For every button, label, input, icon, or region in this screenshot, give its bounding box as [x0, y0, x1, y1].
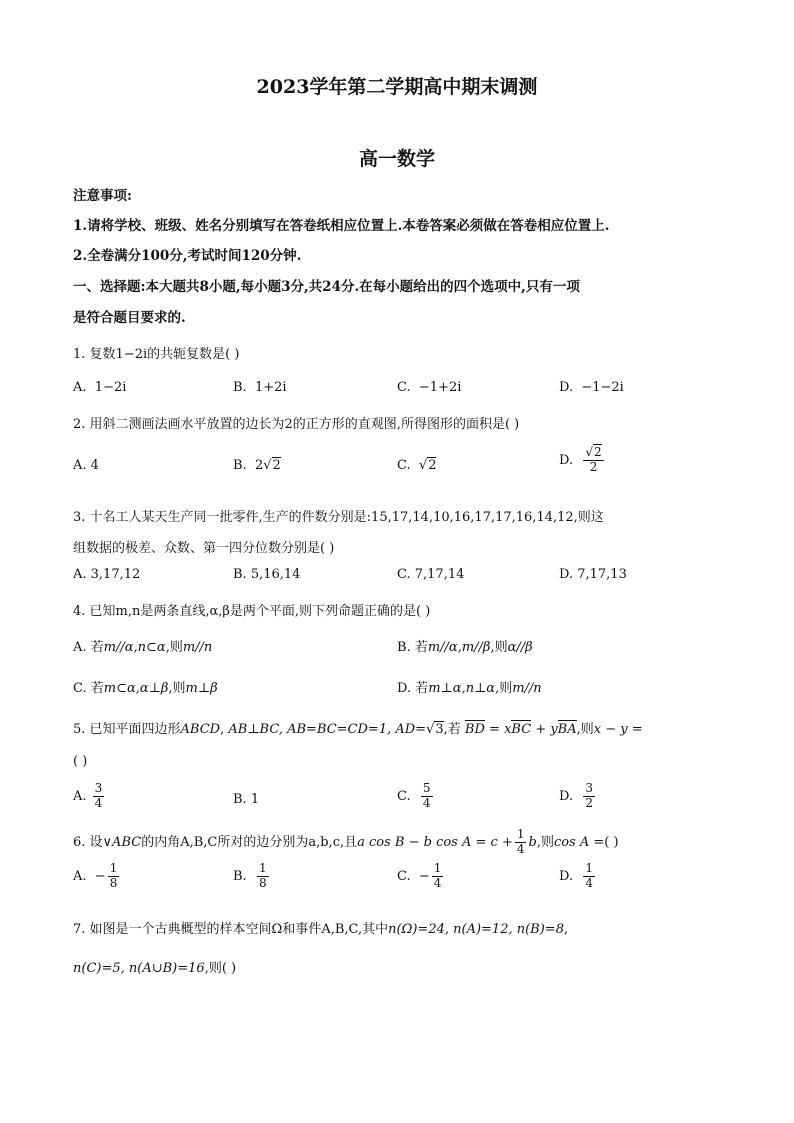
q2-option-c-label: C. — [397, 458, 411, 473]
q6-option-b[interactable] — [233, 862, 271, 891]
q6-option-a[interactable] — [73, 862, 121, 891]
question-7-stem: 7. 如图是一个古典概型的样本空间Ω和事件A,B,C,其中 — [73, 922, 389, 937]
question-6-equation: a cos B − b cos A = c + — [357, 834, 513, 850]
q5-option-c-numerator: 5 — [422, 781, 431, 795]
q2-option-c[interactable]: C. √2 — [397, 458, 437, 473]
q5-option-a-fraction — [93, 782, 105, 811]
question-4: 4. 已知m,n是两条直线,α,β是两个平面,则下列命题正确的是( ) — [73, 604, 431, 619]
question-7 — [73, 918, 568, 937]
q2-option-b[interactable]: B. 2√2 — [233, 458, 281, 473]
q1-option-d-label: D. — [559, 380, 574, 395]
q6-option-a-fraction — [108, 862, 120, 891]
q4-option-b[interactable] — [397, 636, 533, 655]
q5-option-d-numerator: 3 — [585, 781, 593, 795]
q6-option-c-numerator: 1 — [433, 861, 442, 875]
q3-option-a[interactable]: A. 3,17,12 — [73, 567, 141, 582]
q6-option-c-label: C. — [397, 868, 411, 884]
q6-option-c[interactable] — [397, 862, 445, 891]
q1-option-b-value: 1+2i — [254, 380, 287, 395]
q5-option-b[interactable]: B. 1 — [233, 792, 260, 807]
q2-option-d-label: D. — [559, 452, 574, 468]
notes-heading: 注意事项: — [73, 188, 132, 204]
q4-option-d-then: ,则 — [495, 681, 513, 696]
notes-item-2: 2.全卷满分100分,考试时间120分钟. — [73, 248, 302, 264]
q6-option-d-label: D. — [559, 868, 574, 884]
q4-option-b-conclusion: α//β — [507, 640, 533, 655]
question-1-suffix: 的共轭复数是( ) — [147, 347, 240, 362]
question-6-fraction-numerator: 1 — [516, 827, 525, 841]
question-5-radicand: 3 — [435, 722, 444, 737]
question-5-prefix: 5. 已知平面四边形 — [73, 722, 181, 737]
question-5-condition: AB⊥BC, AB=BC=CD=1, AD= — [228, 722, 427, 737]
q1-option-b[interactable] — [233, 380, 287, 395]
q2-option-a-value: 4 — [90, 458, 99, 473]
q2-option-a[interactable] — [73, 458, 99, 473]
question-6-triangle: ∨ABC — [102, 834, 142, 850]
q4-option-a-expr: m//α,n⊂α — [103, 640, 166, 655]
q6-option-b-denominator: 8 — [258, 875, 267, 890]
question-6-fraction-denominator: 4 — [516, 841, 525, 856]
q2-option-b-coef: 2 — [254, 458, 264, 473]
q5-option-a-label: A. — [73, 788, 87, 804]
q4-option-d-conclusion: m//n — [512, 681, 542, 696]
question-5: 5. 已知平面四边形ABCD, AB⊥BC, AB=BC=CD=1, AD=√3,若 BD = xBC + yBA,则x − y = — [73, 722, 643, 737]
question-6-eq-b: b — [528, 834, 537, 850]
section-1-heading: 一、选择题:本大题共8小题,每小题3分,共24分.在每小题给出的四个选项中,只有一项 — [73, 279, 580, 295]
q4-option-c[interactable] — [73, 677, 218, 696]
vector-bc: BC — [511, 722, 532, 737]
q4-option-b-label: B. 若 — [397, 640, 428, 655]
question-5-paren: ( ) — [73, 754, 88, 769]
question-6-prefix: 6. 设 — [73, 834, 103, 850]
q4-option-c-conclusion: m⊥β — [185, 681, 218, 696]
q4-option-c-label: C. 若 — [73, 681, 104, 696]
q6-option-a-numerator: 1 — [109, 861, 118, 875]
q3-option-c[interactable]: C. 7,17,14 — [397, 567, 465, 582]
q6-option-a-denominator: 8 — [109, 875, 118, 890]
question-3: 3. 十名工人某天生产同一批零件,生产的件数分别是:15,17,14,10,16,17,17,16,14,12,则这 — [73, 510, 604, 525]
q5-option-a[interactable] — [73, 782, 106, 811]
q5-option-d[interactable] — [559, 782, 597, 811]
question-7-expr-1: n(Ω)=24, n(A)=12, n(B)=8 — [388, 922, 564, 937]
q6-option-d-numerator: 1 — [585, 861, 593, 875]
q1-option-d[interactable] — [559, 380, 624, 395]
q6-option-c-fraction — [432, 862, 444, 891]
q1-option-b-label: B. — [233, 380, 247, 395]
q4-option-c-then: ,则 — [168, 681, 186, 696]
vector-bd: BD — [464, 722, 485, 737]
question-6-paren: ( ) — [604, 834, 619, 850]
question-6-fraction — [515, 828, 527, 857]
q4-option-d[interactable] — [397, 677, 542, 696]
question-5-plus-y: + y — [535, 722, 558, 737]
subject-title: 高一数学 — [358, 148, 435, 170]
question-6-then: ,则 — [536, 834, 554, 850]
q2-option-b-radicand: 2 — [272, 458, 281, 473]
q2-option-c-radicand: 2 — [428, 458, 437, 473]
q5-option-c-fraction — [421, 782, 433, 811]
question-6-mid: 的内角A,B,C所对的边分别为a,b,c,且 — [141, 834, 358, 850]
q1-option-a[interactable] — [73, 380, 126, 395]
q5-option-c-label: C. — [397, 788, 411, 804]
q6-option-b-fraction — [257, 862, 269, 891]
q2-option-b-label: B. — [233, 458, 247, 473]
question-1 — [73, 343, 239, 362]
q4-option-a-label: A. 若 — [73, 640, 104, 655]
q1-option-c-value: −1+2i — [418, 380, 462, 395]
q1-option-a-label: A. — [73, 380, 87, 395]
q1-option-a-value: 1−2i — [94, 380, 127, 395]
q6-option-d-fraction — [583, 862, 595, 891]
question-6 — [73, 828, 619, 857]
question-5-eq-x: = x — [489, 722, 512, 737]
q6-option-b-label: B. — [233, 868, 247, 884]
q1-option-c-label: C. — [397, 380, 411, 395]
q5-option-a-numerator: 3 — [94, 781, 103, 795]
q4-option-d-label: D. 若 — [397, 681, 429, 696]
q6-option-c-sign: − — [418, 868, 430, 884]
question-7-expr-2: n(C)=5, n(A∪B)=16 — [73, 961, 205, 976]
q6-option-c-denominator: 4 — [433, 875, 442, 890]
q4-option-b-expr: m//α,m//β — [427, 640, 491, 655]
question-1-prefix: 1. 复数 — [73, 347, 116, 362]
question-5-if: ,若 — [443, 722, 461, 737]
q4-option-b-then: ,则 — [490, 640, 508, 655]
question-5-quad: ABCD — [180, 722, 221, 737]
q5-option-d-denominator: 2 — [585, 795, 593, 810]
question-7-stem-2: ,则( ) — [204, 961, 237, 976]
q3-option-d[interactable]: D. 7,17,13 — [559, 567, 627, 582]
q4-option-a-then: ,则 — [165, 640, 183, 655]
q2-option-d[interactable] — [559, 446, 606, 475]
q3-option-b[interactable]: B. 5,16,14 — [233, 567, 301, 582]
q6-option-b-numerator: 1 — [258, 861, 267, 875]
q4-option-d-expr: m⊥α,n⊥α — [428, 681, 496, 696]
q6-option-a-sign: − — [94, 868, 106, 884]
q6-option-a-label: A. — [73, 868, 87, 884]
q2-option-d-radicand: 2 — [594, 445, 602, 459]
q6-option-d-denominator: 4 — [585, 875, 593, 890]
question-7-cont — [73, 957, 236, 976]
q2-option-d-fraction: $\frac{√2}{2}$ — [585, 445, 602, 474]
q5-option-d-label: D. — [559, 788, 574, 804]
q4-option-a-conclusion: m//n — [182, 640, 213, 655]
q6-option-d[interactable] — [559, 862, 597, 891]
q5-option-d-fraction — [583, 782, 595, 811]
q4-option-a[interactable] — [73, 636, 212, 655]
question-6-ask: cos A = — [553, 834, 605, 850]
q1-option-c[interactable] — [397, 380, 461, 395]
exam-title: 2023学年第二学期高中期末调测 — [256, 76, 538, 98]
question-1-expr: 1−2i — [115, 347, 148, 362]
question-5-ask: x − y = — [593, 722, 643, 737]
q5-option-c-denominator: 4 — [422, 795, 431, 810]
q5-option-a-denominator: 4 — [94, 795, 103, 810]
q2-option-a-label: A. — [73, 458, 87, 473]
question-5-then: ,则 — [576, 722, 594, 737]
notes-item-1: 1.请将学校、班级、姓名分别填写在答卷纸相应位置上.本卷答案必须做在答卷相应位置上. — [73, 218, 610, 234]
question-2: 2. 用斜二测画法画水平放置的边长为2的正方形的直观图,所得图形的面积是( ) — [73, 417, 520, 432]
q5-option-c[interactable] — [397, 782, 435, 811]
vector-ba: BA — [557, 722, 577, 737]
q4-option-c-expr: m⊂α,α⊥β — [103, 681, 169, 696]
question-7-comma: , — [563, 922, 569, 937]
section-1-heading-cont: 是符合题目要求的. — [73, 310, 186, 326]
q2-option-d-denominator: 2 — [589, 459, 598, 474]
q1-option-d-value: −1−2i — [581, 380, 624, 395]
question-3-cont: 组数据的极差、众数、第一四分位数分别是( ) — [73, 541, 335, 556]
